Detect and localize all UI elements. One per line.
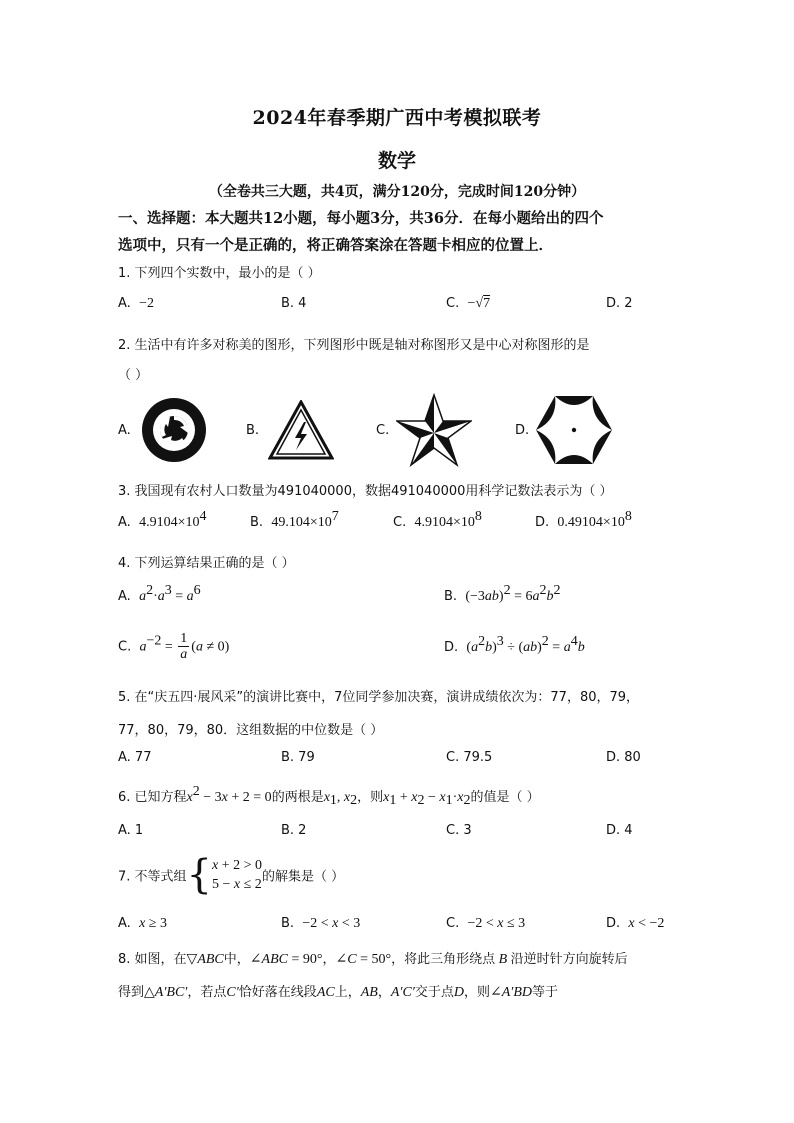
q7-option-c: C. −2 < x ≤ 3 [446,916,526,931]
section-heading-line1: 一、选择题：本大题共12小题，每小题3分，共36分．在每小题给出的四个 [118,210,604,227]
recycle-arrows-icon [141,397,207,463]
q3-option-a: A. $4.9104\times 10^4$ [118,509,207,530]
q3-option-d: D. $0.49104\times 10^8$ [535,509,632,530]
q5-option-d: D. 80 [606,750,641,765]
exam-note: （全卷共三大题，共4页，满分120分，完成时间120分钟） [208,184,586,200]
q5-option-a: A. 77 [118,750,152,765]
q2-stem: 2. 生活中有许多对称美的图形，下列图形中既是轴对称图形又是中心对称图形的是 [118,338,590,353]
q6-option-d: D. 4 [606,823,633,838]
q4-option-c: C. $a^{-2}$ = $\frac{1}{a}$ (a ≠ 0) [118,631,230,662]
pentagram-star-icon [396,393,472,467]
q2-option-b: B. [246,423,260,438]
q3-stem: 3. 我国现有农村人口数量为491040000，数据491040000用科学记数法表示为（ ） [118,484,613,499]
q6-option-a: A. 1 [118,823,144,838]
q1-option-a: A. −2 [118,296,154,311]
q2-option-c: C. [376,423,390,438]
q5-stem-line1: 5. 在“庆五四·展风采”的演讲比赛中，7位同学参加决赛，演讲成绩依次为：77，80，79， [118,690,640,705]
q1-option-d: D. 2 [606,296,633,311]
q2-option-d: D. [515,423,530,438]
q8-stem-line1: 8. 如图，在▽ABC中，∠ABC = 90°，∠C = 50°，将此三角形绕点 B 沿逆时针方向旋转后 [118,952,628,967]
q4-stem: 4. 下列运算结果正确的是（ ） [118,556,295,571]
section-heading-line2: 选项中，只有一个是正确的，将正确答案涂在答题卡相应的位置上． [118,237,553,254]
q1-option-c: C. −√7 [446,296,491,311]
q4-option-b: B. $(-3ab)^2 = 6a^2b^2$ [444,583,561,604]
q7-option-a: A. x ≥ 3 [118,916,167,931]
q7-stem: 7. 不等式组{ x + 2 > 0 5 − x ≤ 2 的解集是（ ） [118,852,345,898]
q2-option-a: A. [118,423,131,438]
q2-stem-paren: （ ） [118,368,149,383]
q5-stem-line2: 77，80，79，80．这组数据的中位数是（ ） [118,723,384,738]
high-voltage-warning-icon [268,400,334,460]
q4-option-a: A. $a^2\cdot a^3 = a^6$ [118,583,201,604]
q6-option-b: B. 2 [281,823,307,838]
q7-option-b: B. −2 < x < 3 [281,916,361,931]
q8-stem-line2: 得到△A′BC′，若点C′恰好落在线段AC上，AB，A′C′交于点D，则∠A′BD等于 [118,985,559,1000]
hexagon-umbrella-icon [535,394,613,466]
q3-option-c: C. $4.9104\times 10^8$ [393,509,482,530]
q3-option-b: B. $49.104\times 10^7$ [250,509,339,530]
q6-option-c: C. 3 [446,823,472,838]
q7-option-d: D. x < −2 [606,916,665,931]
exam-title: 2024年春季期广西中考模拟联考 [252,107,542,129]
q5-option-b: B. 79 [281,750,315,765]
q6-stem: 6. 已知方程$x^2 - 3x + 2 = 0$的两根是$x_1$, $x_2$，则$x_1 + x_2 - x_1\cdot x_2$的值是（ ） [118,784,540,808]
exam-subject: 数学 [377,150,416,172]
q1-option-b: B. 4 [281,296,307,311]
q5-option-c: C. 79.5 [446,750,493,765]
q4-option-d: D. $(a^2b)^3 \div (ab)^2 = a^4b$ [444,634,585,655]
q1-stem: 1. 下列四个实数中，最小的是（ ） [118,266,321,281]
